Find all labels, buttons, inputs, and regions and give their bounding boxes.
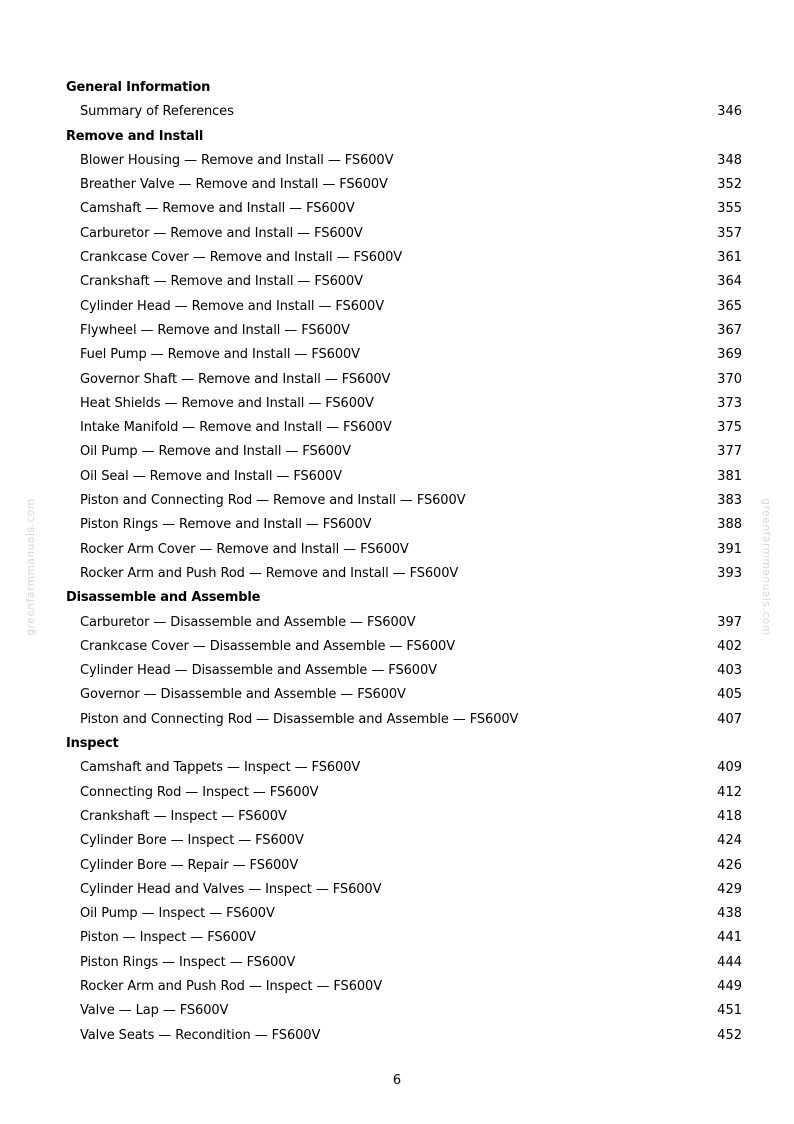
- toc-entry-page: 348: [717, 152, 742, 168]
- toc-entry-page: 383: [717, 493, 742, 509]
- toc-entry-page: 412: [717, 784, 742, 800]
- toc-entry-title: Piston and Connecting Rod — Disassemble and Assemble — FS600V: [80, 711, 519, 727]
- toc-entry-page: 418: [717, 808, 742, 824]
- toc-entry-title: Crankcase Cover — Disassemble and Assemble — FS600V: [80, 638, 455, 654]
- toc-entry[interactable]: [66, 319, 742, 343]
- toc-entry-title: Valve — Lap — FS600V: [80, 1003, 229, 1019]
- toc-entry-page: 405: [717, 687, 742, 703]
- toc-entry-page: 377: [717, 444, 742, 460]
- toc-entry-title: Cylinder Head — Remove and Install — FS600V: [80, 298, 384, 314]
- toc-entry[interactable]: [66, 489, 742, 513]
- toc-entry-page: 429: [717, 881, 742, 897]
- table-of-contents: [66, 76, 742, 1048]
- toc-entry[interactable]: [66, 829, 742, 853]
- toc-entry-page: 407: [717, 711, 742, 727]
- toc-entry-title: Piston — Inspect — FS600V: [80, 930, 256, 946]
- toc-entry-page: 373: [717, 395, 742, 411]
- toc-entry-title: Rocker Arm Cover — Remove and Install — FS600V: [80, 541, 409, 557]
- toc-entry-page: 381: [717, 468, 742, 484]
- toc-entry[interactable]: [66, 222, 742, 246]
- toc-entry-title: Connecting Rod — Inspect — FS600V: [80, 784, 319, 800]
- toc-entry-page: 375: [717, 420, 742, 436]
- toc-entry[interactable]: [66, 878, 742, 902]
- toc-entry-title: Valve Seats — Recondition — FS600V: [80, 1027, 321, 1043]
- toc-entry[interactable]: [66, 270, 742, 294]
- toc-entry-page: 364: [717, 274, 742, 290]
- toc-entry[interactable]: [66, 1024, 742, 1048]
- toc-entry-page: 424: [717, 833, 742, 849]
- toc-entry-page: 361: [717, 250, 742, 266]
- toc-entry-page: 449: [717, 978, 742, 994]
- toc-entry[interactable]: [66, 659, 742, 683]
- toc-entry[interactable]: [66, 805, 742, 829]
- toc-entry-page: 393: [717, 565, 742, 581]
- toc-entry[interactable]: [66, 197, 742, 221]
- toc-entry-page: 452: [717, 1027, 742, 1043]
- toc-entry-title: Crankshaft — Remove and Install — FS600V: [80, 274, 363, 290]
- toc-entry-page: 391: [717, 541, 742, 557]
- toc-entry-page: 441: [717, 930, 742, 946]
- toc-entry-title: Carburetor — Disassemble and Assemble — FS600V: [80, 614, 416, 630]
- toc-entry-title: Intake Manifold — Remove and Install — FS600V: [80, 420, 392, 436]
- toc-entry-page: 355: [717, 201, 742, 217]
- toc-entry-title: Piston Rings — Remove and Install — FS600V: [80, 517, 372, 533]
- toc-entry-title: Governor Shaft — Remove and Install — FS600V: [80, 371, 391, 387]
- section-heading: Disassemble and Assemble: [66, 590, 261, 606]
- toc-entry[interactable]: [66, 562, 742, 586]
- toc-entry-page: 369: [717, 347, 742, 363]
- toc-entry-page: 346: [717, 104, 742, 120]
- toc-entry-title: Crankcase Cover — Remove and Install — FS600V: [80, 250, 403, 266]
- toc-entry[interactable]: [66, 100, 742, 124]
- page-number: 6: [392, 1073, 402, 1088]
- toc-entry[interactable]: [66, 708, 742, 732]
- toc-entry-title: Oil Seal — Remove and Install — FS600V: [80, 468, 342, 484]
- toc-entry[interactable]: [66, 781, 742, 805]
- toc-entry[interactable]: [66, 173, 742, 197]
- toc-entry[interactable]: [66, 538, 742, 562]
- toc-entry[interactable]: [66, 416, 742, 440]
- toc-entry-title: Cylinder Head — Disassemble and Assemble — FS600V: [80, 663, 437, 679]
- toc-entry[interactable]: [66, 854, 742, 878]
- toc-entry-title: Carburetor — Remove and Install — FS600V: [80, 225, 363, 241]
- watermark-left: greenfarmmanuals.com: [25, 498, 37, 636]
- toc-entry-title: Governor — Disassemble and Assemble — FS600V: [80, 687, 406, 703]
- toc-entry-title: Blower Housing — Remove and Install — FS600V: [80, 152, 394, 168]
- toc-entry[interactable]: [66, 149, 742, 173]
- watermark-right: greenfarmmanuals.com: [760, 498, 772, 636]
- toc-entry[interactable]: [66, 392, 742, 416]
- toc-entry-title: Piston and Connecting Rod — Remove and Install — FS600V: [80, 493, 466, 509]
- toc-entry[interactable]: [66, 246, 742, 270]
- toc-entry-page: 403: [717, 663, 742, 679]
- toc-entry-title: Piston Rings — Inspect — FS600V: [80, 954, 296, 970]
- toc-entry[interactable]: [66, 440, 742, 464]
- toc-entry-page: 451: [717, 1003, 742, 1019]
- toc-entry[interactable]: [66, 513, 742, 537]
- toc-entry[interactable]: [66, 951, 742, 975]
- toc-entry-page: 388: [717, 517, 742, 533]
- toc-entry[interactable]: [66, 611, 742, 635]
- toc-entry-title: Summary of References: [80, 104, 234, 120]
- toc-entry-page: 444: [717, 954, 742, 970]
- toc-entry-page: 357: [717, 225, 742, 241]
- toc-entry[interactable]: [66, 902, 742, 926]
- toc-entry-page: 409: [717, 760, 742, 776]
- section-heading: General Information: [66, 80, 211, 95]
- toc-entry[interactable]: [66, 635, 742, 659]
- toc-entry-page: 426: [717, 857, 742, 873]
- toc-entry-page: 365: [717, 298, 742, 314]
- toc-entry-page: 397: [717, 614, 742, 630]
- toc-entry-title: Crankshaft — Inspect — FS600V: [80, 808, 287, 824]
- toc-entry-title: Heat Shields — Remove and Install — FS600V: [80, 395, 374, 411]
- toc-entry-page: 402: [717, 638, 742, 654]
- toc-entry-title: Flywheel — Remove and Install — FS600V: [80, 322, 350, 338]
- toc-entry[interactable]: [66, 465, 742, 489]
- toc-entry[interactable]: [66, 975, 742, 999]
- toc-entry-title: Rocker Arm and Push Rod — Inspect — FS600V: [80, 978, 383, 994]
- toc-entry-title: Fuel Pump — Remove and Install — FS600V: [80, 347, 360, 363]
- toc-entry[interactable]: [66, 999, 742, 1023]
- toc-entry-page: 352: [717, 177, 742, 193]
- section-heading: Remove and Install: [66, 128, 204, 144]
- toc-entry-page: 438: [717, 906, 742, 922]
- toc-entry-title: Camshaft — Remove and Install — FS600V: [80, 201, 355, 217]
- toc-entry-title: Rocker Arm and Push Rod — Remove and Install — FS600V: [80, 565, 459, 581]
- toc-entry[interactable]: [66, 295, 742, 319]
- toc-entry-page: 370: [717, 371, 742, 387]
- toc-entry-title: Oil Pump — Inspect — FS600V: [80, 906, 275, 922]
- toc-entry[interactable]: [66, 756, 742, 780]
- toc-entry[interactable]: [66, 683, 742, 707]
- toc-entry-title: Cylinder Bore — Inspect — FS600V: [80, 833, 304, 849]
- toc-entry-page: 367: [717, 322, 742, 338]
- toc-entry[interactable]: [66, 343, 742, 367]
- toc-entry-title: Cylinder Head and Valves — Inspect — FS600V: [80, 881, 382, 897]
- section-heading: Inspect: [66, 736, 119, 752]
- toc-entry-title: Camshaft and Tappets — Inspect — FS600V: [80, 760, 361, 776]
- toc-entry-title: Oil Pump — Remove and Install — FS600V: [80, 444, 351, 460]
- toc-entry[interactable]: [66, 368, 742, 392]
- toc-entry-title: Breather Valve — Remove and Install — FS600V: [80, 177, 388, 193]
- toc-entry[interactable]: [66, 926, 742, 950]
- toc-entry-title: Cylinder Bore — Repair — FS600V: [80, 857, 299, 873]
